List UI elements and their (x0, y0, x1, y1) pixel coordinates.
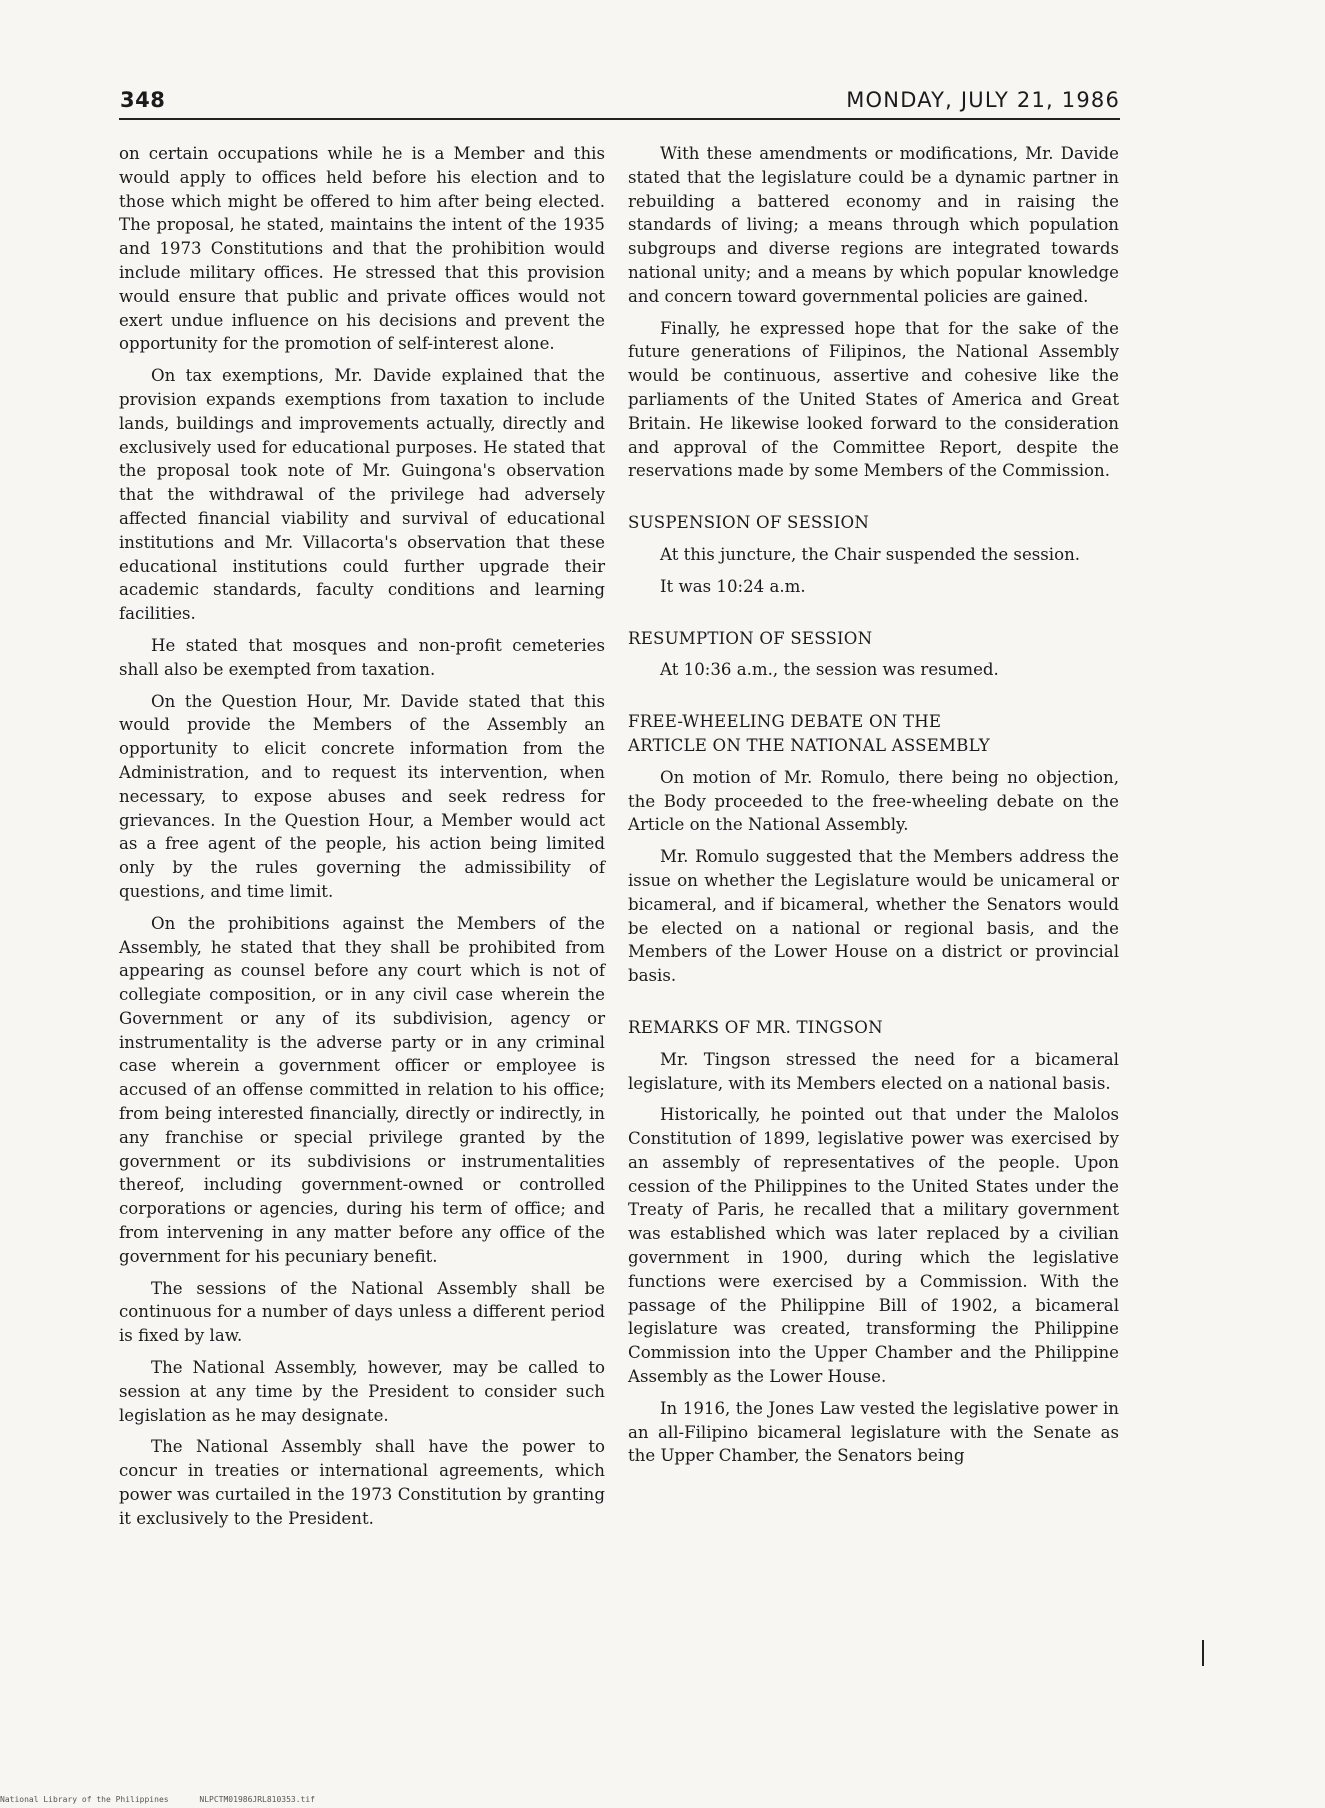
paragraph: The sessions of the National Assembly shall be continuous for a number of days unless a different period is fixed by law. (119, 1278, 605, 1346)
paragraph: On tax exemptions, Mr. Davide explained that the provision expands exemptions from taxation to include lands, buildings and improvements actually, directly and exclusively used for educational purposes. He stated that the proposal took note of Mr. Guingona's observation that the withdrawal of the privilege had adversely affected financial viability and survival of educational institutions and Mr. Villacorta's observation that these educational institutions could further upgrade their academic standards, faculty conditions and learning facilities. (119, 366, 605, 624)
paragraph: He stated that mosques and non-profit cemeteries shall also be exempted from taxation. (119, 635, 605, 679)
paragraph: It was 10:24 a.m. (660, 576, 806, 596)
paragraph: At this juncture, the Chair suspended the session. (660, 544, 1081, 564)
paragraph: On the prohibitions against the Members of the Assembly, he stated that they shall be prohibited from appearing as counsel before any court which is not of collegiate composition, or in any civil case wherein the Government or any of its subdivision, agency or instrumentality is the adverse party or in any criminal case wherein a government officer or employee is accused of an offense committed in relation to his office; from being interested financially, directly or indirectly, in any franchise or special privilege granted by the government or its subdivisions or instrumentalities thereof, including government-owned or controlled corporations or agencies, during his term of office; and from intervening in any matter before any office of the government for his pecuniary benefit. (119, 913, 605, 1266)
scan-footer (0, 1795, 341, 1804)
section-heading-debate (628, 710, 1119, 758)
paragraph: Historically, he pointed out that under the Malolos Constitution of 1899, legislative power was exercised by an assembly of representatives of the people. Upon cession of the Philippines to the United States under the Treaty of Paris, he recalled that a military government was established which was later replaced by a civilian government in 1900, during which the legislative functions were exercised by a Commission. With the passage of the Philippine Bill of 1902, a bicameral legislature was created, transforming the Philippine Commission into the Upper Chamber and the Philippine Assembly as the Lower House. (628, 1105, 1119, 1387)
page-date: MONDAY, JULY 21, 1986 (846, 88, 1120, 112)
section-heading-remarks: REMARKS OF MR. TINGSON (628, 1017, 883, 1037)
paragraph: The National Assembly shall have the power to concur in treaties or international agreements, which power was curtailed in the 1973 Constitution by granting it exclusively to the President. (119, 1437, 605, 1528)
footer-file-id: NLPCTM01986JRL810353.tif (199, 1795, 315, 1804)
heading-line: ARTICLE ON THE NATIONAL ASSEMBLY (628, 735, 990, 755)
paragraph: On motion of Mr. Romulo, there being no objection, the Body proceeded to the free-wheeling debate on the Article on the National Assembly. (628, 767, 1119, 835)
edge-mark (1202, 1640, 1204, 1666)
header-rule (119, 118, 1120, 120)
paragraph: Finally, he expressed hope that for the sake of the future generations of Filipinos, the National Assembly would be continuous, assertive and cohesive like the parliaments of the United States of America and Great Britain. He likewise looked forward to the consideration and approval of the Committee Report, despite the reservations made by some Members of the Commission. (628, 318, 1119, 481)
left-column (119, 142, 605, 1539)
paragraph: With these amendments or modifications, Mr. Davide stated that the legislature could be a dynamic partner in rebuilding a battered economy and in raising the standards of living; a means through which population subgroups and diverse regions are integrated towards national unity; and a means by which popular knowledge and concern toward governmental policies are gained. (628, 144, 1119, 306)
paragraph: The National Assembly, however, may be called to session at any time by the President to consider such legislation as he may designate. (119, 1358, 605, 1425)
footer-library: National Library of the Philippines (0, 1795, 169, 1804)
right-column (628, 142, 1119, 1476)
paragraph: on certain occupations while he is a Member and this would apply to offices held before his election and to those which might be offered to him after being elected. The proposal, he stated, maintains the intent of the 1935 and 1973 Constitutions and that the prohibition would include military offices. He stressed that this provision would ensure that public and private offices would not exert undue influence on his decisions and prevent the opportunity for the promotion of self-interest alone. (119, 144, 605, 354)
section-heading-resumption: RESUMPTION OF SESSION (628, 628, 873, 648)
paragraph: In 1916, the Jones Law vested the legislative power in an all-Filipino bicameral legislature with the Senate as the Upper Chamber, the Senators being (628, 1398, 1119, 1466)
page-number: 348 (120, 88, 166, 112)
paragraph: At 10:36 a.m., the session was resumed. (660, 660, 999, 680)
section-heading-suspension: SUSPENSION OF SESSION (628, 513, 870, 533)
heading-line: FREE-WHEELING DEBATE ON THE (628, 712, 942, 732)
paragraph: On the Question Hour, Mr. Davide stated that this would provide the Members of the Assembly an opportunity to elicit concrete information from the Administration, and to request its intervention, when necessary, to expose abuses and seek redress for grievances. In the Question Hour, a Member would act as a free agent of the people, his action being limited only by the rules governing the admissibility of questions, and time limit. (119, 691, 605, 901)
paragraph: Mr. Tingson stressed the need for a bicameral legislature, with its Members elected on a national basis. (628, 1049, 1119, 1093)
paragraph: Mr. Romulo suggested that the Members address the issue on whether the Legislature would be unicameral or bicameral, and if bicameral, whether the Senators would be elected on a national or regional basis, and the Members of the Lower House on a district or provincial basis. (628, 847, 1119, 986)
